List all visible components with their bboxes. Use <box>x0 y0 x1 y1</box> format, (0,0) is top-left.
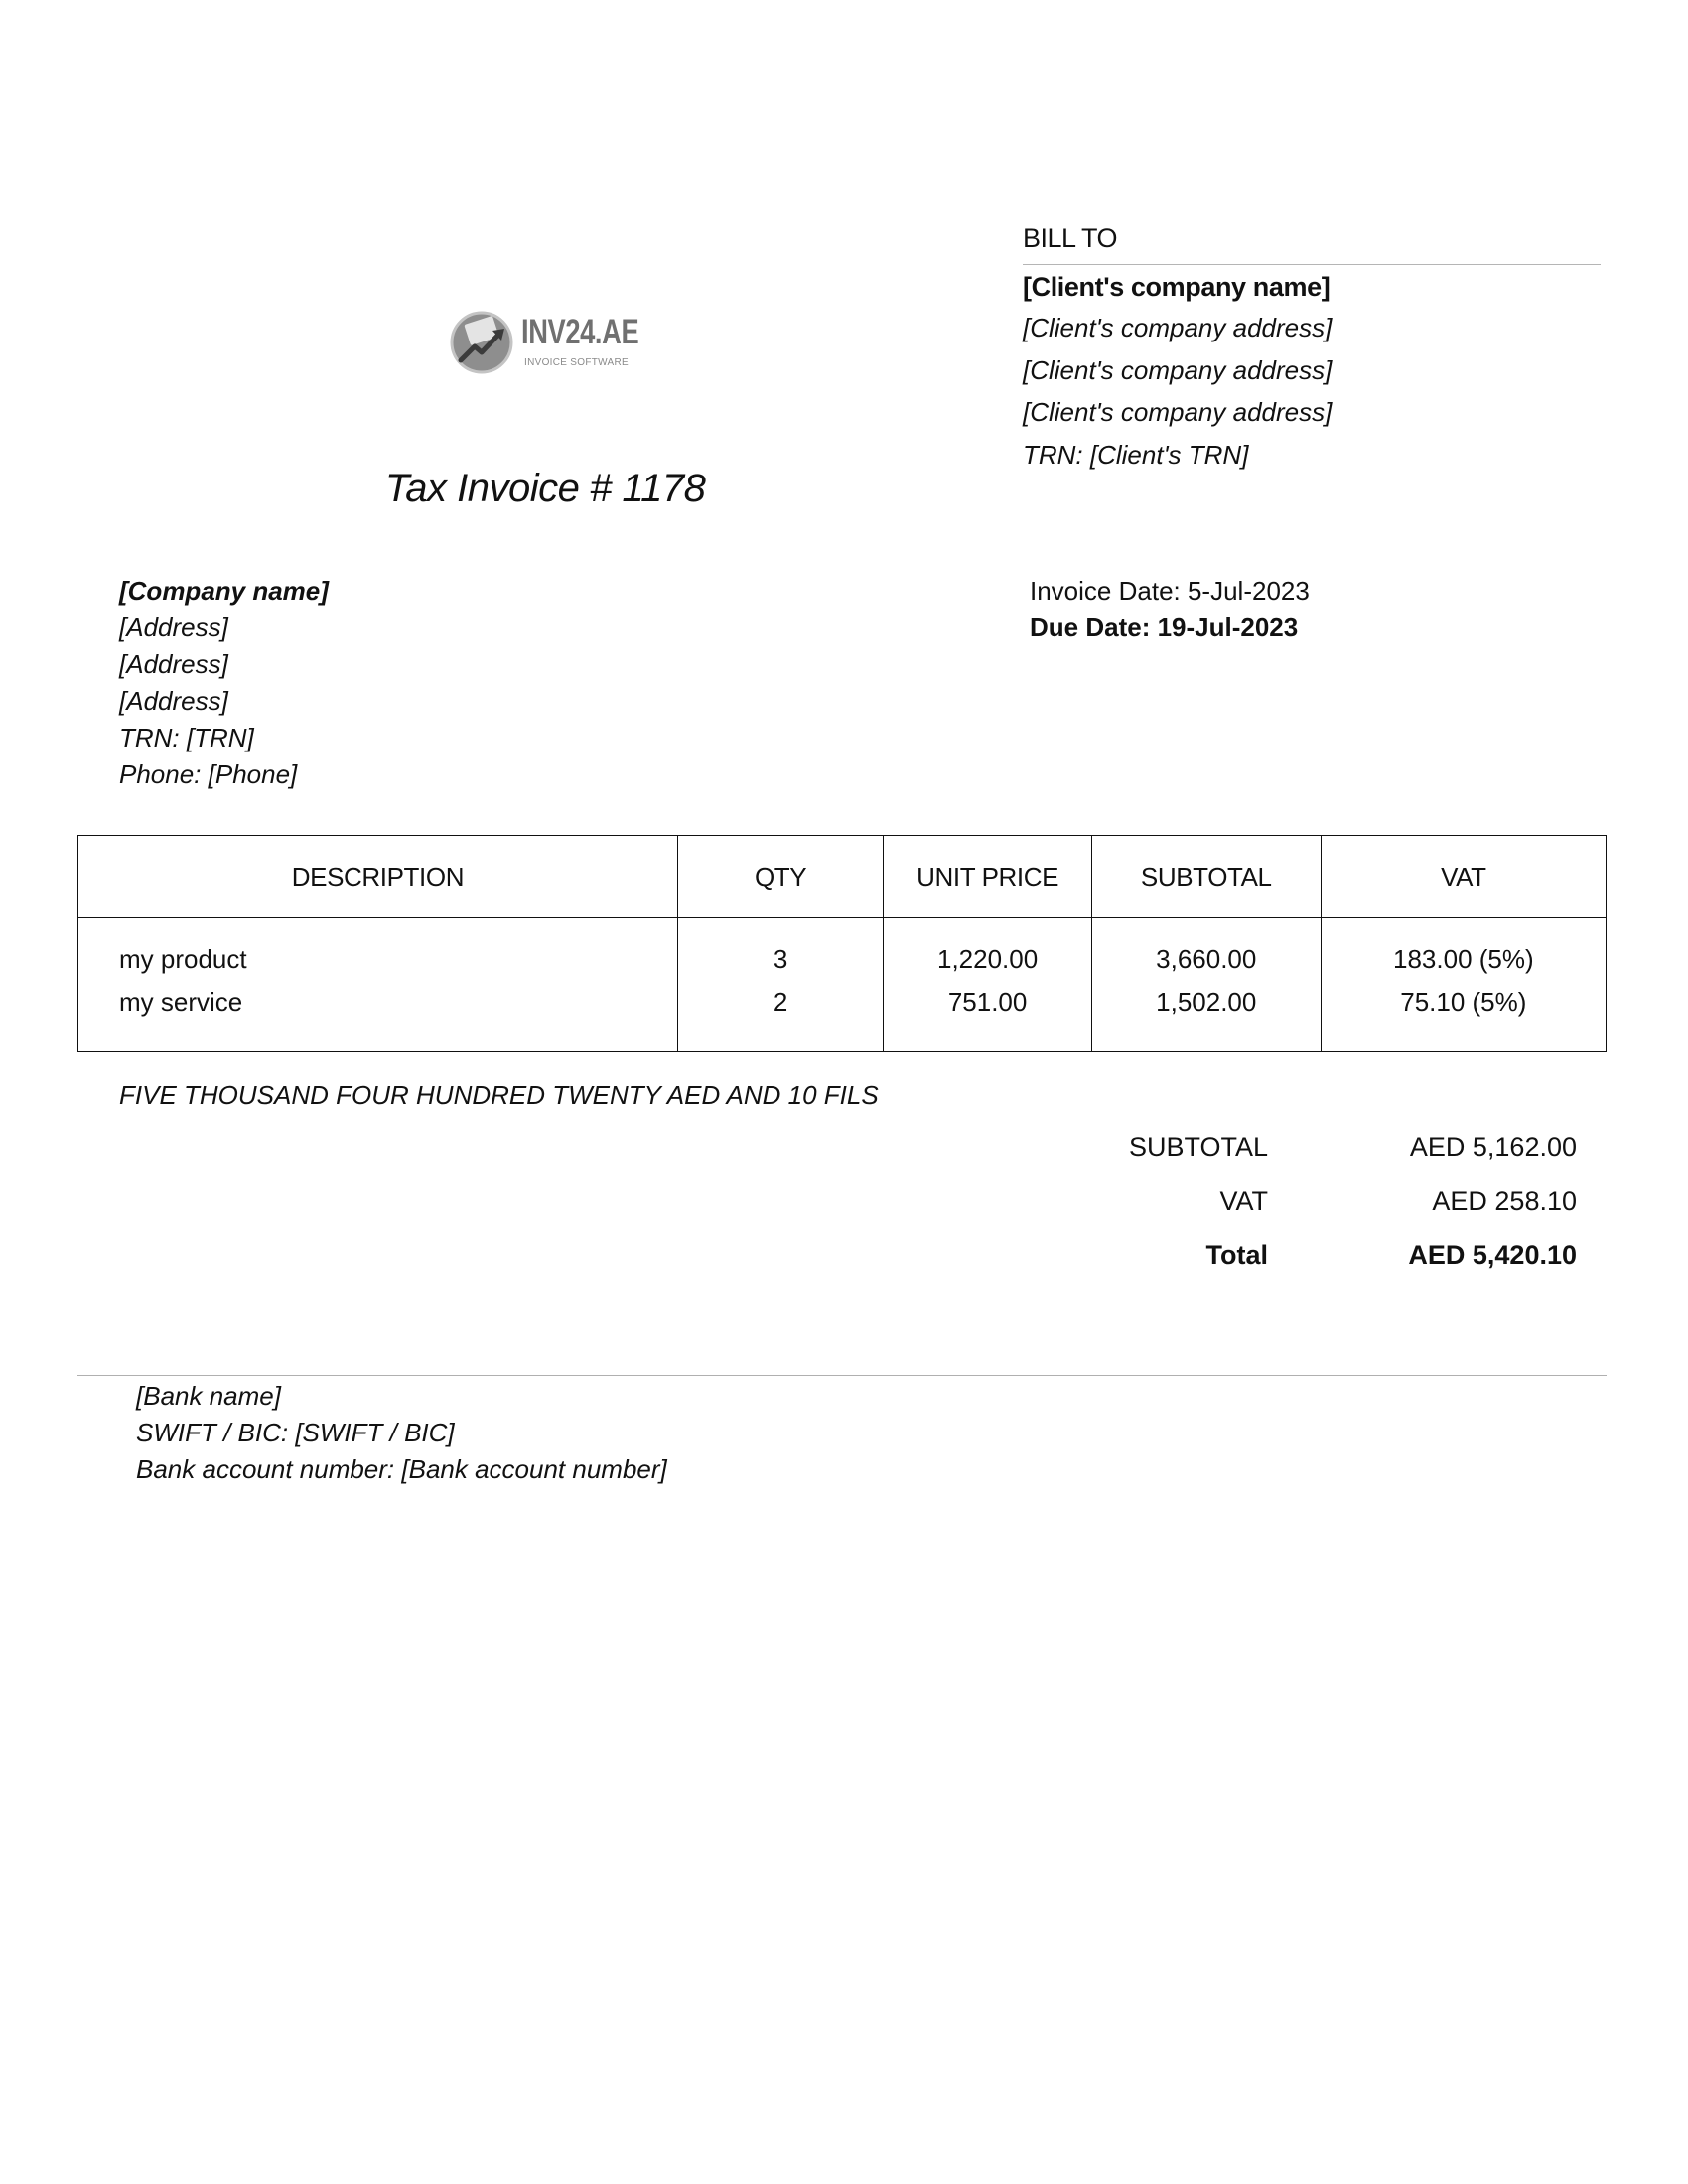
client-trn: TRN: [Client's TRN] <box>1023 439 1249 470</box>
header-qty: QTY <box>677 836 883 918</box>
item-qty: 3 <box>677 918 883 982</box>
seller-address-line: [Address] <box>119 613 228 642</box>
company-logo <box>449 311 647 372</box>
seller-section <box>119 573 329 793</box>
table-header-row <box>78 836 1607 918</box>
subtotal-label: SUBTOTAL <box>1128 1132 1268 1161</box>
due-date: Due Date: 19-Jul-2023 <box>1030 613 1299 642</box>
item-subtotal: 1,502.00 <box>1091 981 1321 1052</box>
item-subtotal: 3,660.00 <box>1091 918 1321 982</box>
table-row <box>78 918 1607 982</box>
subtotal-value: AED 5,162.00 <box>1409 1132 1577 1161</box>
header-unit-price: UNIT PRICE <box>884 836 1091 918</box>
client-address-line: [Client's company address] <box>1023 313 1333 342</box>
logo-chart-icon <box>449 309 514 374</box>
client-address-line: [Client's company address] <box>1023 354 1333 385</box>
bank-details <box>136 1378 667 1488</box>
item-unit-price: 1,220.00 <box>884 918 1091 982</box>
client-company-name: [Client's company name] <box>1023 272 1331 302</box>
seller-company-name: [Company name] <box>119 576 329 606</box>
bill-to-heading: BILL TO <box>1023 220 1601 265</box>
total-value: AED 5,420.10 <box>1408 1240 1577 1270</box>
logo-tagline: INVOICE SOFTWARE <box>524 357 629 368</box>
invoice-dates <box>1030 573 1310 646</box>
item-unit-price: 751.00 <box>884 981 1091 1052</box>
invoice-title: Tax Invoice # 1178 <box>385 467 706 510</box>
item-vat: 75.10 (5%) <box>1321 981 1606 1052</box>
seller-phone: Phone: [Phone] <box>119 759 298 789</box>
items-table <box>77 835 1607 1052</box>
header-vat: VAT <box>1321 836 1606 918</box>
bill-to-section <box>1023 220 1601 476</box>
amount-in-words: FIVE THOUSAND FOUR HUNDRED TWENTY AED AND 10 FILS <box>119 1080 879 1110</box>
bank-swift: SWIFT / BIC: [SWIFT / BIC] <box>136 1418 455 1447</box>
header-description: DESCRIPTION <box>78 836 678 918</box>
item-qty: 2 <box>677 981 883 1052</box>
vat-label: VAT <box>1219 1186 1268 1216</box>
client-address-line: [Client's company address] <box>1023 397 1333 427</box>
item-description: my product <box>78 918 678 982</box>
total-label: Total <box>1205 1240 1268 1270</box>
vat-value: AED 258.10 <box>1432 1186 1577 1216</box>
bank-name: [Bank name] <box>136 1381 281 1411</box>
seller-address-line: [Address] <box>119 686 228 716</box>
invoice-date: Invoice Date: 5-Jul-2023 <box>1030 576 1310 606</box>
bank-divider <box>77 1375 1607 1376</box>
header-subtotal: SUBTOTAL <box>1091 836 1321 918</box>
bank-account: Bank account number: [Bank account number] <box>136 1454 667 1484</box>
item-description: my service <box>78 981 678 1052</box>
logo-name: INV24.AE <box>521 313 639 351</box>
table-row <box>78 981 1607 1052</box>
seller-trn: TRN: [TRN] <box>119 723 254 752</box>
seller-address-line: [Address] <box>119 649 228 679</box>
item-vat: 183.00 (5%) <box>1321 918 1606 982</box>
